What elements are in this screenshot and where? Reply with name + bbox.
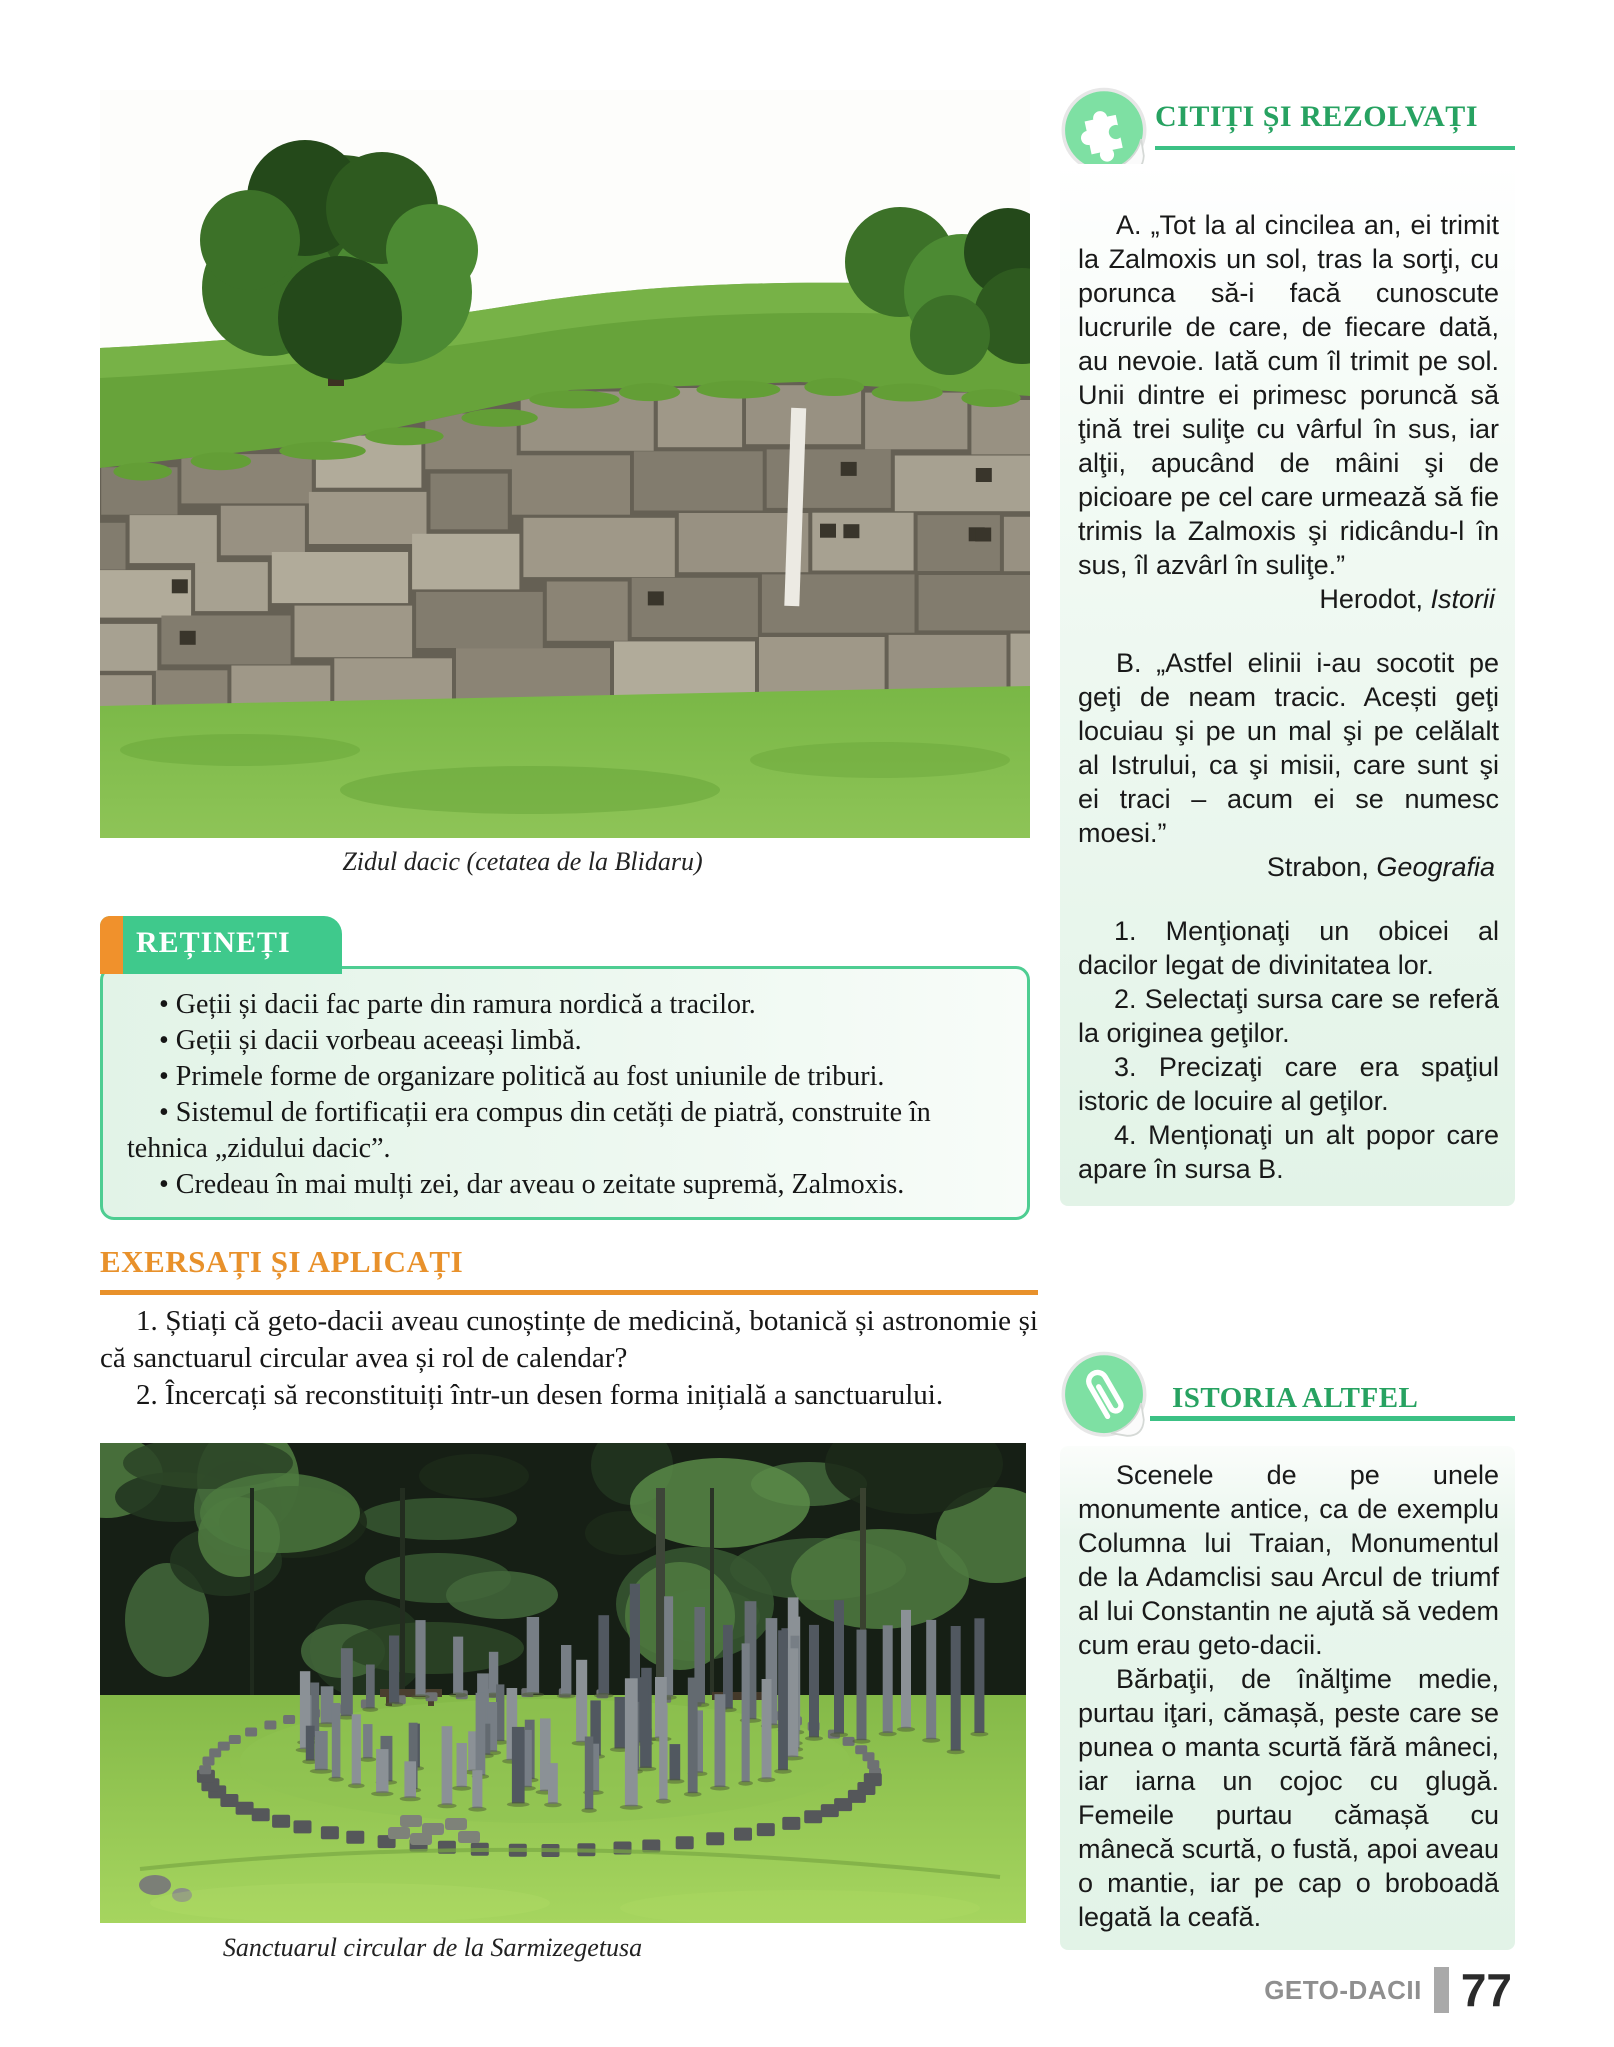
list-item: 1. Menţionaţi un obicei al dacilor legat de divinitatea lor. <box>1078 916 1499 980</box>
list-item: 3. Precizaţi care era spaţiul istoric de locuire al geţilor. <box>1078 1052 1499 1116</box>
paperclip-icon <box>1058 1350 1150 1442</box>
dacian-wall-illustration <box>100 90 1030 838</box>
list-item: • Geții și dacii fac parte din ramura nordică a tracilor. <box>159 989 756 1020</box>
exersati-section <box>100 1244 1038 1414</box>
quote-b-work: Geografia <box>1376 852 1495 882</box>
footer-divider-bar <box>1434 1967 1449 2013</box>
orange-rule <box>100 1290 1038 1295</box>
list-item: • Sistemul de fortificații era compus din cetăți de piatră, construite în tehnica „zidului dacic”. <box>127 1097 931 1164</box>
istoria-title: ISTORIA ALTFEL <box>1172 1382 1419 1414</box>
retineti-bullet-list <box>100 966 1030 1220</box>
quote-b-attribution <box>1078 850 1495 884</box>
exersati-items <box>100 1303 1038 1414</box>
cititi-underline <box>1155 146 1515 150</box>
quote-a-work: Istorii <box>1430 584 1495 614</box>
photo-dacian-wall <box>100 90 1030 838</box>
list-item: • Primele forme de organizare politică au fost uniunile de triburi. <box>159 1061 885 1092</box>
footer-section-label: GETO-DACII <box>1264 1975 1422 2005</box>
quote-b: B. „Astfel elinii i-au socotit pe geţi de neam tracic. Acești geţi locuiau şi pe un mal şi pe celălalt al Istrului, ca şi misii, care sunt şi ei traci – acum ei se numesc moesi.” <box>1078 648 1499 848</box>
list-item: • Credeau în mai mulți zei, dar aveau o zeitate supremă, Zalmoxis. <box>159 1169 905 1200</box>
page-footer <box>1100 1964 1512 2016</box>
istoria-header <box>1058 1350 1514 1444</box>
list-item: • Geții și dacii vorbeau aceeași limbă. <box>159 1025 582 1056</box>
cititi-questions <box>1078 914 1499 1186</box>
orange-accent-bar <box>100 916 123 974</box>
photo2-caption: Sanctuarul circular de la Sarmizegetusa <box>222 1933 643 1962</box>
exersati-title: EXERSAȚI ȘI APLICAȚI <box>100 1244 464 1279</box>
photo-circular-sanctuary <box>100 1443 1026 1923</box>
quote-a: A. „Tot la al cincilea an, ei trimit la Zalmoxis un sol, tras la sorţi, cu porunca să-i facă cunoscute lucrurile de care, de fiecare dată, au nevoie. Iată cum îl trimit pe sol. Unii dintre ei primesc poruncă să ţină trei suliţe cu vârful în sus, iar alţii, apucând de mâini şi de picioare pe cel care urmează să fie trimis la Zalmoxis şi ridicându-l în sus, îl azvârl în suliţe.” <box>1078 210 1499 580</box>
cititi-title: CITIȚI ȘI REZOLVAȚI <box>1155 100 1478 133</box>
retineti-tab <box>100 916 342 970</box>
list-item: 2. Încercați să reconstituiți într-un desen forma inițială a sanctuarului. <box>136 1379 944 1411</box>
istoria-box <box>1060 1446 1515 1950</box>
sanctuary-illustration <box>100 1443 1026 1923</box>
quote-b-author: Strabon, <box>1266 852 1377 882</box>
photo1-caption: Zidul dacic (cetatea de la Blidaru) <box>342 847 703 876</box>
quote-a-author: Herodot, <box>1319 584 1431 614</box>
list-item: 1. Știați că geto-dacii aveau cunoștințe de medicină, botanică și astronomie și că sanctuarul circular avea și rol de calendar? <box>100 1305 1038 1374</box>
list-item: 4. Menționaţi un alt popor care apare în sursa B. <box>1078 1120 1499 1184</box>
retineti-title: REȚINEȚI <box>136 926 291 959</box>
istoria-underline <box>1150 1416 1515 1421</box>
list-item: 2. Selectaţi sursa care se referă la originea geţilor. <box>1078 984 1499 1048</box>
list-item: Bărbaţii, de înălţime medie, purtau iţari, cămașă, peste care se punea o manta scurtă fără mâneci, iar iarna un cojoc cu glugă. Femeile purtau cămașă cu mânecă scurtă, o fustă, apoi aveau o mantie, iar pe cap o broboadă legată la ceafă. <box>1078 1664 1499 1932</box>
retineti-box <box>100 916 1030 1220</box>
page-number: 77 <box>1460 1964 1512 2016</box>
cititi-box <box>1060 164 1515 1206</box>
list-item: Scenele de pe unele monumente antice, ca de exemplu Columna lui Traian, Monumentul de la Adamclisi sau Arcul de triumf al lui Constantin ne ajută să vedem cum erau geto-dacii. <box>1078 1460 1499 1660</box>
quote-a-attribution <box>1078 582 1495 616</box>
